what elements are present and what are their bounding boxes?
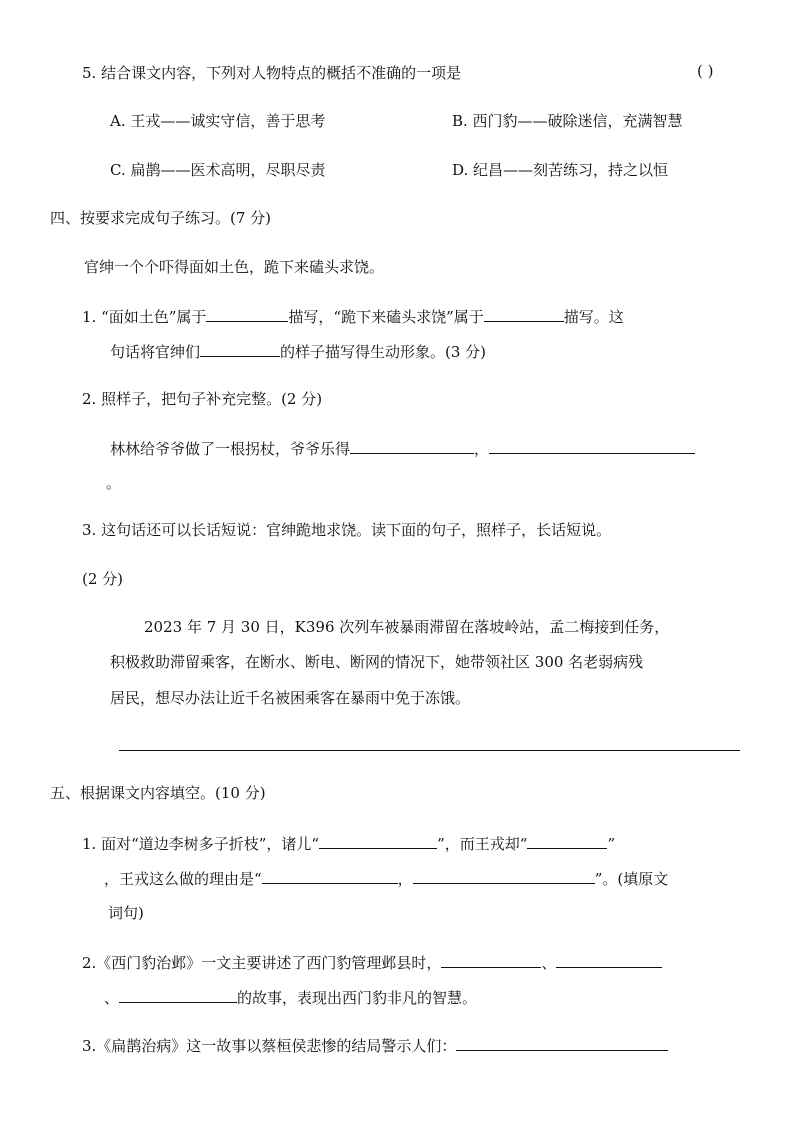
s5-q3-part1: 3.《扁鹊治病》这一故事以蔡桓侯悲惨的结局警示人们：	[82, 1037, 457, 1055]
s4-q2-sentence: 林林给爷爷做了一根拐杖，爷爷乐得	[110, 440, 351, 458]
s4-q1-line2a: 句话将官绅们	[110, 343, 201, 361]
s4-q2-blank1[interactable]	[350, 437, 474, 454]
s5-q2-line2	[104, 986, 477, 1008]
s4-q2-end: 。	[106, 474, 122, 492]
s4-q2-stem: 2. 照样子，把句子补充完整。(2 分)	[82, 390, 323, 408]
s5-q2-blank1[interactable]	[441, 951, 541, 968]
s5-q2-blank2[interactable]	[556, 951, 662, 968]
s4-q3-passage-line2: 积极救助滞留乘客，在断水、断电、断网的情况下，她带领社区 300 名老弱病残	[110, 653, 644, 671]
s4-q3-passage-line3: 居民，想尽办法让近千名被困乘客在暴雨中免于冻饿。	[110, 689, 471, 707]
s5-q1-part2: ”，而王戎却“	[437, 835, 528, 853]
s4-q1-part1: 1. “面如土色”属于	[82, 308, 207, 326]
s5-q2-line2a: 、	[104, 989, 120, 1007]
section5-heading: 五、根据课文内容填空。(10 分)	[50, 784, 266, 802]
q5-option-a: A. 王戎——诚实守信，善于思考	[110, 112, 326, 130]
s5-q1-blank2[interactable]	[527, 832, 607, 849]
s5-q1-line2a: ，王戎这么做的理由是“	[104, 870, 262, 888]
s4-q3-answer-line[interactable]	[119, 750, 740, 751]
q5-option-c: C. 扁鹊——医术高明，尽职尽责	[110, 161, 326, 179]
s4-q3-stem: 3. 这句话还可以长话短说：官绅跪地求饶。读下面的句子，照样子，长话短说。	[82, 521, 612, 539]
s4-q1-blank1[interactable]	[206, 305, 288, 322]
s5-q1-blank4[interactable]	[413, 867, 595, 884]
q5-answer-paren: ( )	[697, 62, 714, 80]
s4-q1-part3: 描写。这	[563, 308, 624, 326]
s5-q1-line2b: ，	[397, 870, 413, 888]
s4-q1-blank2[interactable]	[484, 305, 564, 322]
s4-q2-line	[110, 437, 695, 459]
q5-option-b: B. 西门豹——破除迷信，充满智慧	[452, 112, 683, 130]
s5-q2-part2: 、	[541, 954, 557, 972]
s5-q1-line3: 词句)	[108, 904, 144, 922]
s5-q1-blank3[interactable]	[262, 867, 398, 884]
s5-q3-blank1[interactable]	[456, 1034, 668, 1051]
s5-q1-line2c: ”。(填原文	[594, 870, 669, 888]
s5-q1-blank1[interactable]	[319, 832, 437, 849]
s4-q3-passage-line1: 2023 年 7 月 30 日，K396 次列车被暴雨滞留在落坡岭站，孟二梅接到任务，	[144, 618, 670, 636]
s4-q1-line1	[82, 305, 624, 327]
s5-q2-line2b: 的故事，表现出西门豹非凡的智慧。	[237, 989, 478, 1007]
s4-q1-part2: 描写，“跪下来磕头求饶”属于	[288, 308, 484, 326]
s4-q1-line2b: 的样子描写得生动形象。(3 分)	[280, 343, 487, 361]
s4-q1-line2	[110, 340, 486, 362]
s5-q1-part1: 1. 面对“道边李树多子折枝”，诸儿“	[82, 835, 320, 853]
s4-q1-blank3[interactable]	[200, 340, 280, 357]
s5-q1-line2	[104, 867, 668, 889]
section4-heading: 四、按要求完成句子练习。(7 分)	[50, 209, 272, 227]
s4-q2-comma: ，	[474, 440, 490, 458]
q5-stem: 5. 结合课文内容，下列对人物特点的概括不准确的一项是	[82, 64, 462, 82]
s5-q2-blank3[interactable]	[119, 986, 237, 1003]
s5-q2-line1	[82, 951, 662, 973]
section4-given-sentence: 官绅一个个吓得面如土色，跪下来磕头求饶。	[84, 258, 385, 276]
s5-q1-part3: ”	[607, 835, 616, 853]
q5-option-d: D. 纪昌——刻苦练习，持之以恒	[452, 161, 669, 179]
s5-q2-part1: 2.《西门豹治邺》一文主要讲述了西门豹管理邺县时，	[82, 954, 442, 972]
s4-q3-score: (2 分)	[82, 570, 124, 588]
s4-q2-blank2[interactable]	[489, 437, 695, 454]
s5-q3-line1	[82, 1034, 668, 1056]
s5-q1-line1	[82, 832, 615, 854]
